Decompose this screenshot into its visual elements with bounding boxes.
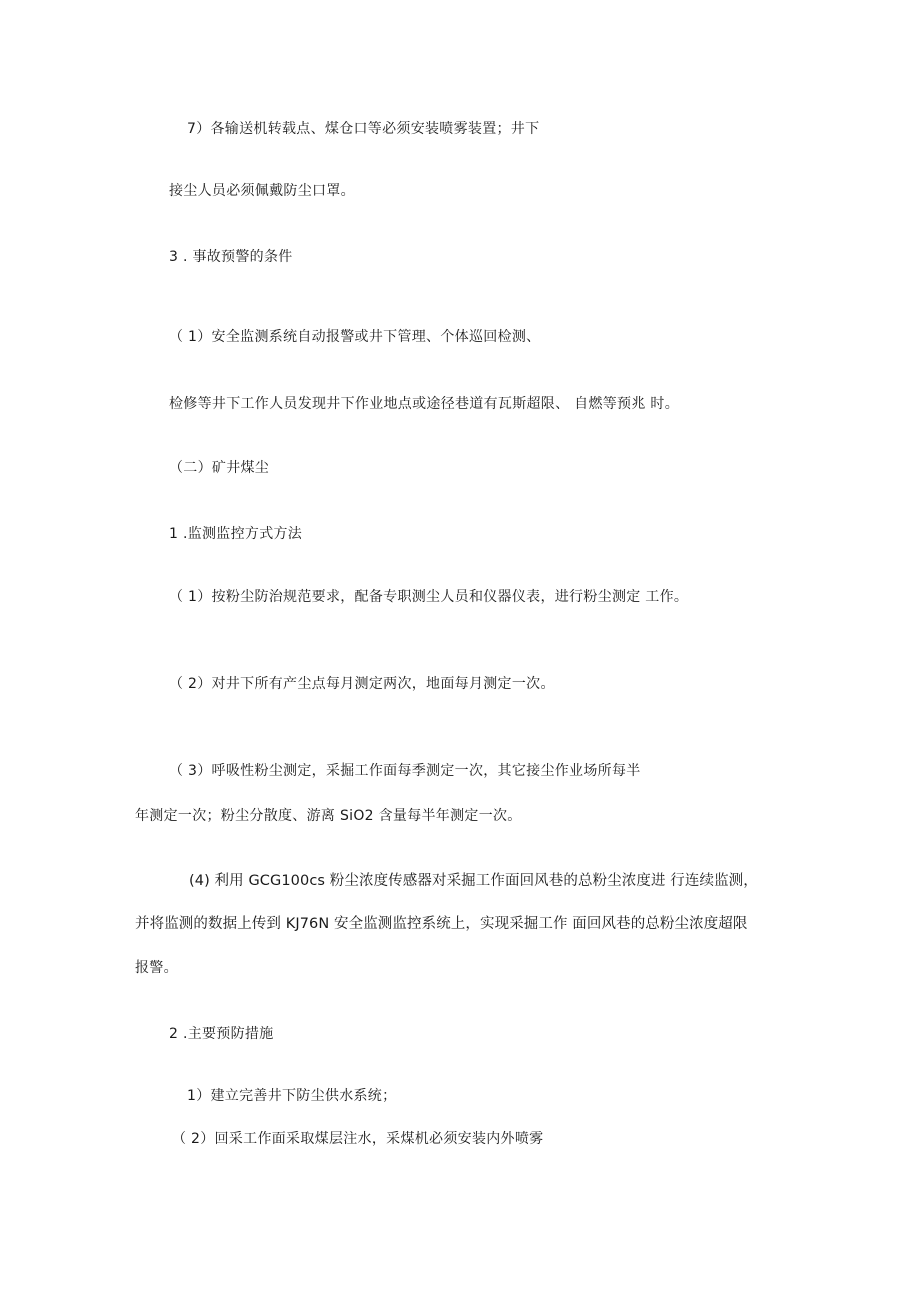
section-heading: 1 .监测监控方式方法 <box>169 526 303 542</box>
section-heading: 2 .主要预防措施 <box>169 1026 274 1042</box>
section-heading: （二）矿井煤尘 <box>169 460 270 476</box>
text-line: （ 2）回采工作面采取煤层注水，采煤机必须安装内外喷雾 <box>172 1131 544 1147</box>
text-line: 7）各输送机转载点、煤仓口等必须安装喷雾装置；井下 <box>187 121 540 137</box>
text-line: （ 3）呼吸性粉尘测定，采掘工作面每季测定一次，其它接尘作业场所每半 <box>169 763 641 779</box>
text-line: 报警。 <box>135 960 178 976</box>
section-heading: 3 . 事故预警的条件 <box>169 249 293 265</box>
text-line: (4) 利用 GCG100cs 粉尘浓度传感器对采掘工作面回风巷的总粉尘浓度进 行连续监测， <box>189 873 758 889</box>
text-line: 检修等井下工作人员发现井下作业地点或途径巷道有瓦斯超限、 自燃等预兆 时。 <box>169 396 679 412</box>
text-line: 并将监测的数据上传到 KJ76N 安全监测监控系统上，实现采掘工作 面回风巷的总粉尘浓度超限 <box>135 916 748 932</box>
text-line: 1）建立完善井下防尘供水系统； <box>187 1088 397 1104</box>
text-line: 年测定一次；粉尘分散度、游离 SiO2 含量每半年测定一次。 <box>135 808 522 824</box>
text-line: 接尘人员必须佩戴防尘口罩。 <box>169 183 355 199</box>
text-line: （ 1）按粉尘防治规范要求，配备专职测尘人员和仪器仪表，进行粉尘测定 工作。 <box>169 589 689 605</box>
text-line: （ 1）安全监测系统自动报警或井下管理、个体巡回检测、 <box>169 329 541 345</box>
text-line: （ 2）对井下所有产尘点每月测定两次，地面每月测定一次。 <box>169 676 555 692</box>
